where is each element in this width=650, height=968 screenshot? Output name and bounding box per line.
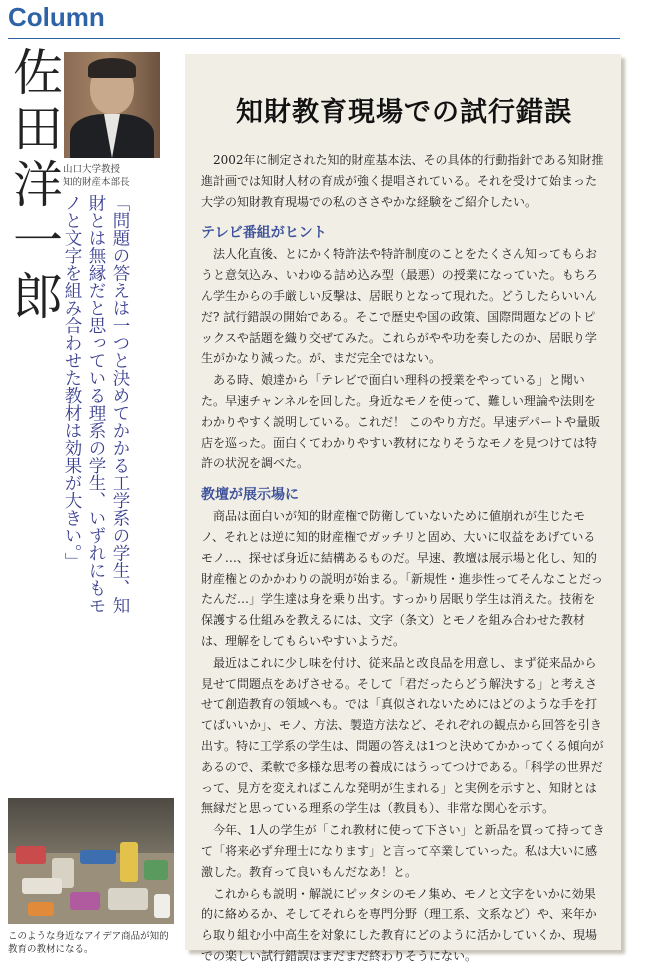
- body-paragraph: ある時、娘達から「テレビで面白い理科の授業をやっている」と聞いた。早速チャンネルを回した。身近なモノを使って、難しい理論や法則をわかりやすく説明している。これだ！ このやり方だ。早速デパートや量販店を巡った。面白くてわかりやすい教材になりそうなモノを見つけては特許の状況を調べた。: [201, 373, 601, 471]
- author-photo: [64, 52, 160, 158]
- pull-quote: 「問題の答えは一つと決めてかかる工学系の学生、知財とは無縁だと思っている理系の学生、いずれにもモノと文字を組み合わせた教材は効果が大きい。」: [62, 194, 130, 614]
- affiliation-line: 山口大学教授: [63, 164, 121, 175]
- author-name: 佐田洋一郎: [5, 46, 63, 326]
- affiliation-line: 知的財産本部長: [63, 177, 130, 188]
- intro-paragraph: 2002年に制定された知的財産基本法、その具体的行動指針である知財推進計画では知財人材の育成が強く提唱されている。それを受けて始まった大学の知財教育現場での私のささやかな経験をご紹介したい。: [201, 153, 604, 209]
- body-paragraph: 商品は面白いが知的財産権で防衛していないために値崩れが生じたモノ、それとは逆に知的財産権でガッチリと固め、大いに収益をあげているモノ…、探せば身近に結構あるものだ。早速、教壇は展示場と化し、知的財産権とのかかわりの説明が始まる。「新規性・進歩性ってそんなことだったんだ…」学生達は身を乗り出す。すっかり居眠り学生は消えた。技術を保護する仕組みを教えるには、文字（条文）とモノを組み合わせた教材は、理解をしてもらいやすいようだ。: [201, 509, 604, 648]
- header-divider: [8, 38, 620, 39]
- column-label: Column: [8, 2, 105, 32]
- body-paragraph: 法人化直後、とにかく特許法や特許制度のことをたくさん知ってもらおうと意気込み、いわゆる詰め込み型（最悪）の授業になっていた。もちろん学生からの手厳しい反撃は、居眠りとなって現れた。どうしたらいいんだ? 試行錯誤の開始である。そこで歴史や国の政策、国際問題などのトピックスや話題を織り交ぜてみた。これらがやや功を奏したのか、居眠り学生がかなり減った。が、まだ完全ではない。: [201, 247, 598, 366]
- article-panel: [185, 54, 621, 963]
- teaching-materials-photo: [8, 798, 174, 924]
- section-heading: 教壇が展示場に: [201, 487, 299, 504]
- article-body: [201, 150, 605, 968]
- body-paragraph: 今年、1人の学生が「これ教材に使って下さい」と新品を買って持ってきて「将来必ず弁理士になります」と言って卒業していった。私は大いに感激した。教育って良いもんだなあ！と。: [201, 823, 605, 879]
- photo-caption: このような身近なアイデア商品が知的教育の教材になる。: [8, 931, 169, 955]
- section-heading: テレビ番組がヒント: [201, 225, 327, 242]
- article-title: 知財教育現場での試行錯誤: [236, 97, 572, 128]
- author-affiliation: [63, 163, 130, 189]
- body-paragraph: 最近はこれに少し味を付け、従来品と改良品を用意し、まず従来品から見せて問題点をあげさせる。そして「君だったらどう解決する」と考えさせて創造教育の領域へも。では「真似されないためにはどのような手を打てばいいか」、モノ、方法、製造方法など、それぞれの観点から回答を引き出す。特に工学系の学生は、問題の答えは1つと決めてかかってくる傾向があるので、柔軟で多様な思考の養成にはうってつけである。「科学の世界だって、見方を変えればこんな発明が生まれる」と実例を示すと、知財とは無縁だと思っている理系の学生は（教員も）、非常な関心を示す。: [201, 655, 604, 816]
- body-paragraph: これからも説明・解説にピッタシのモノ集め、モノと文字をいかに効果的に絡めるか、そしてそれらを専門分野（理工系、文系など）や、来年から取り組む小中高生を対象にした教育にどのように活かしていくか、現場での楽しい試行錯誤はまだまだ終わりそうにない。: [201, 886, 598, 963]
